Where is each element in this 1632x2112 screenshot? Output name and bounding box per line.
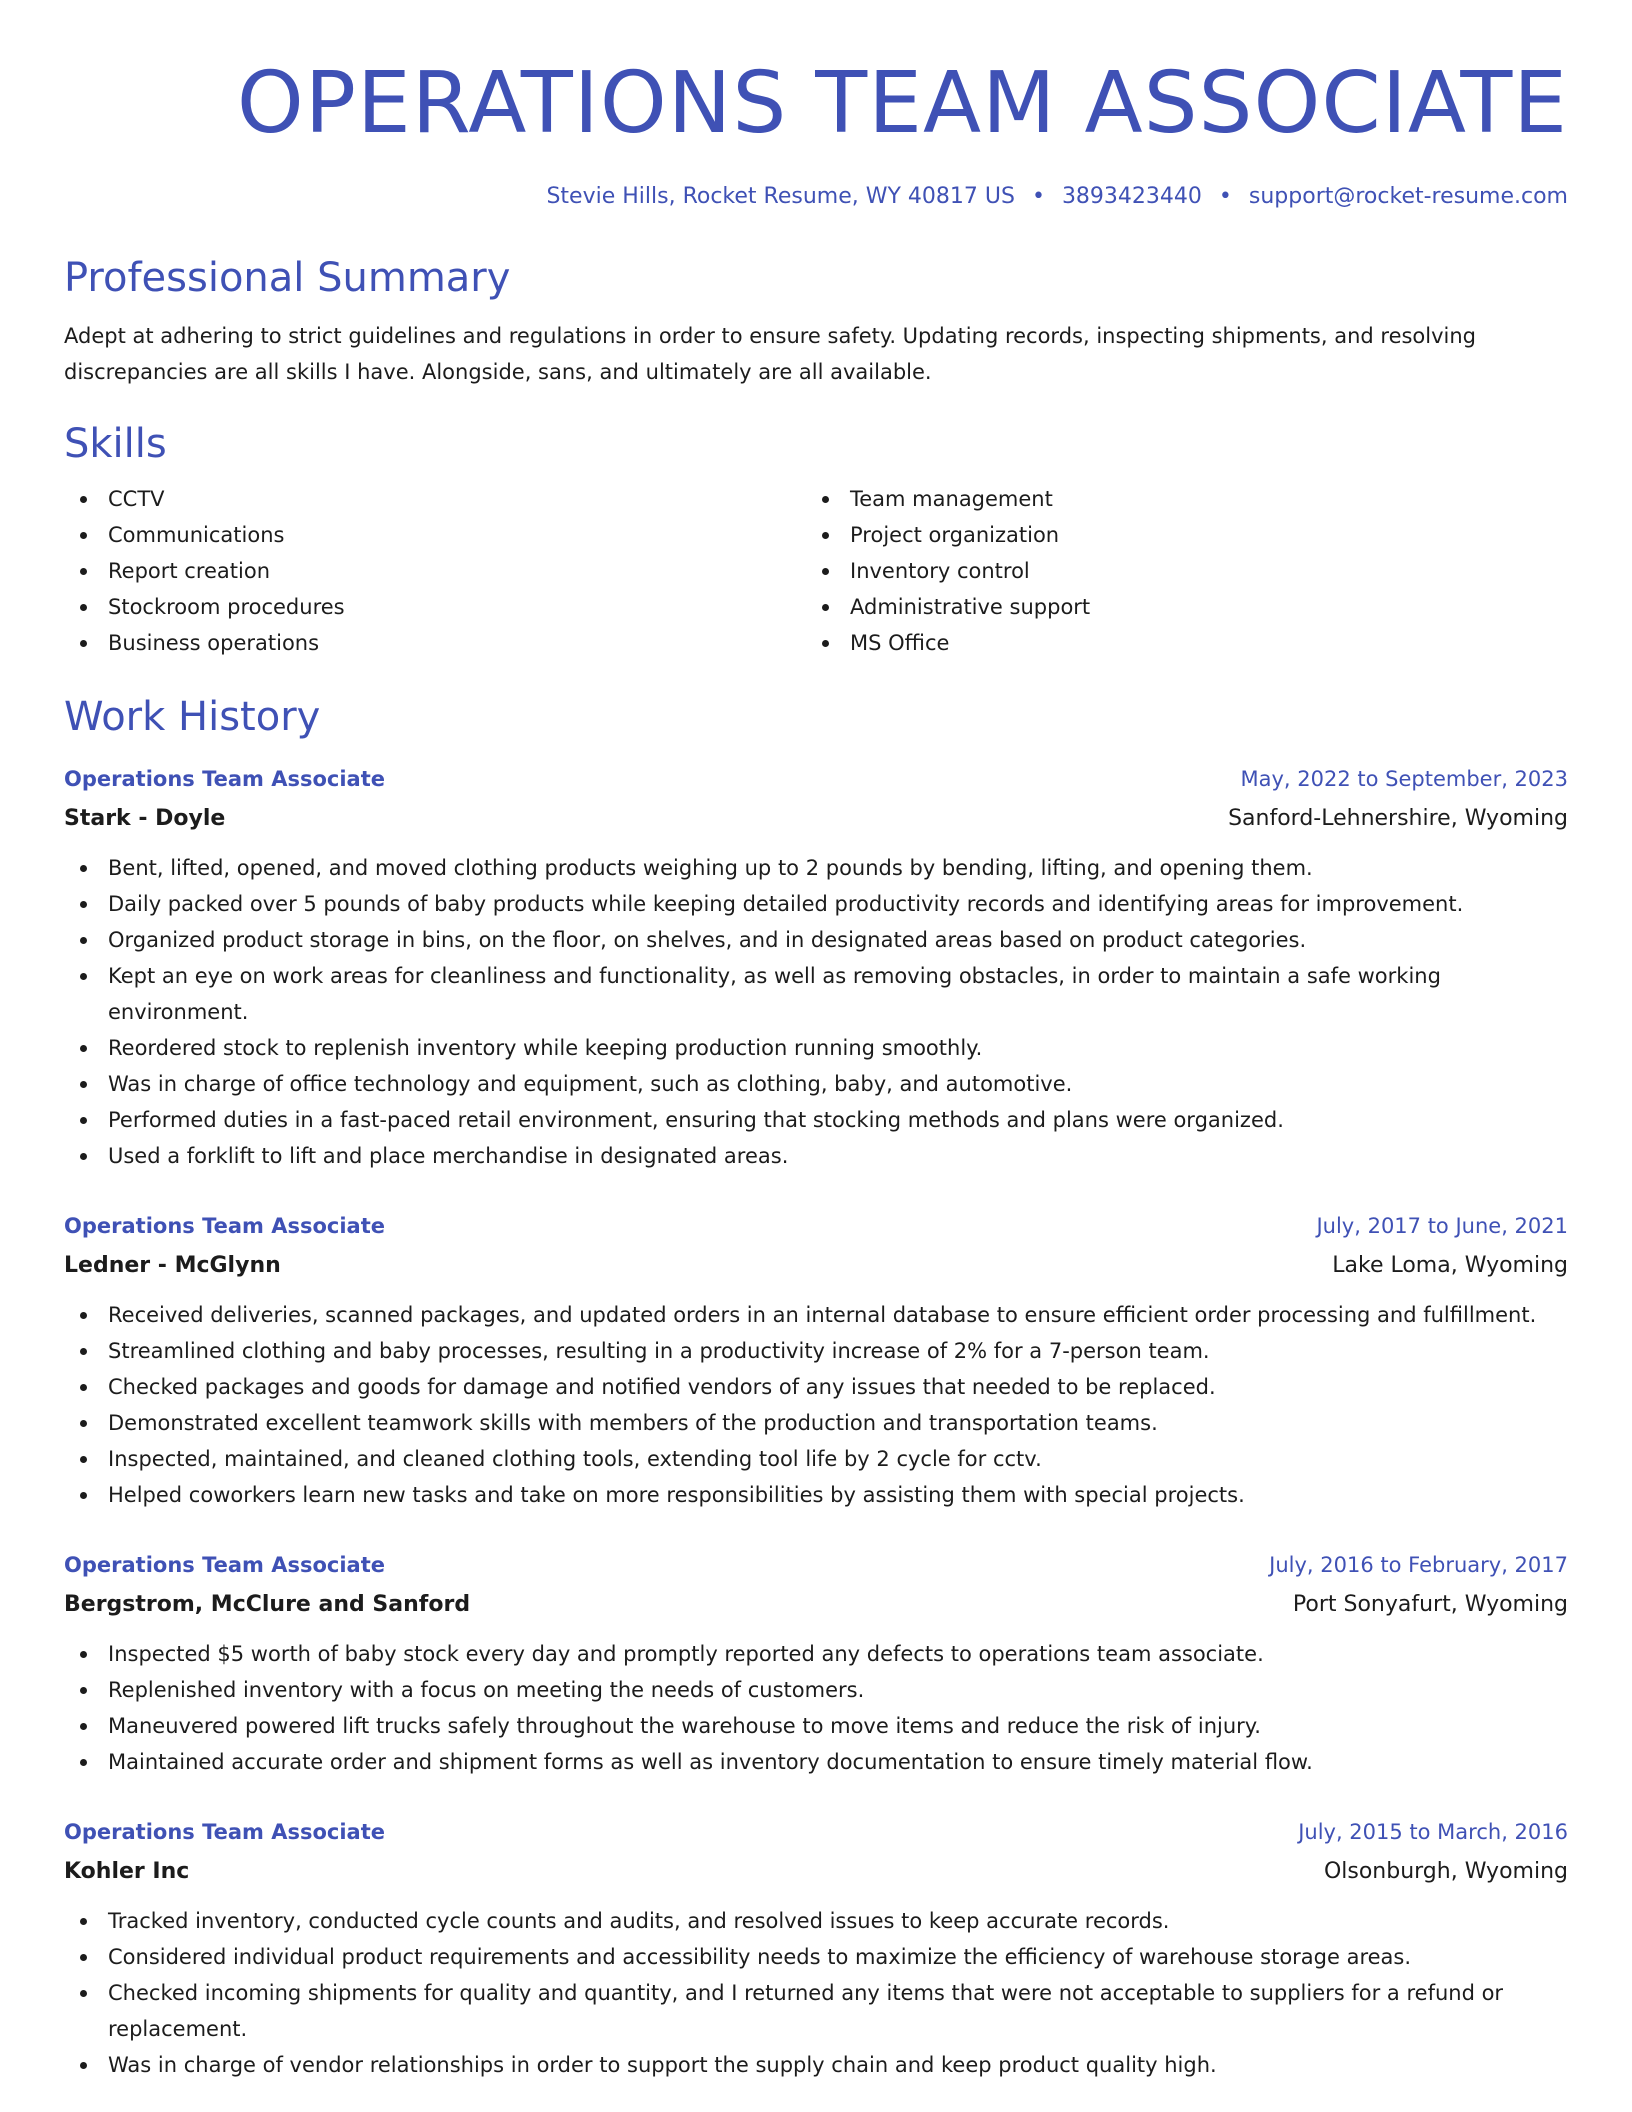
job-bullet: Was in charge of office technology and equipment, such as clothing, baby, and automotive. — [64, 1066, 1568, 1102]
job-bullets — [64, 1297, 1568, 1513]
job-entry — [64, 1547, 1568, 1780]
job-bullet: Considered individual product requirements and accessibility needs to maximize the efficiency of warehouse storage areas. — [64, 1939, 1568, 1975]
job-dates: July, 2015 to March, 2016 — [1298, 1820, 1568, 1844]
job-location: Sanford-Lehnershire, Wyoming — [1228, 806, 1568, 831]
skill-item: Stockroom procedures — [64, 589, 806, 625]
job-bullet: Tracked inventory, conducted cycle counts and audits, and resolved issues to keep accurate records. — [64, 1903, 1568, 1939]
skill-item: MS Office — [806, 625, 1548, 661]
job-bullet: Daily packed over 5 pounds of baby products while keeping detailed productivity records and identifying areas for improvement. — [64, 886, 1568, 922]
contact-separator: • — [1218, 184, 1232, 209]
job-bullet: Streamlined clothing and baby processes, resulting in a productivity increase of 2% for a 7-person team. — [64, 1333, 1568, 1369]
contact-address: Stevie Hills, Rocket Resume, WY 40817 US — [546, 184, 1015, 209]
skill-item: Team management — [806, 481, 1548, 517]
job-bullet: Checked packages and goods for damage and notified vendors of any issues that needed to be replaced. — [64, 1369, 1568, 1405]
job-bullets — [64, 850, 1568, 1174]
job-role: Operations Team Associate — [64, 1553, 385, 1577]
skills-list — [64, 481, 1568, 661]
job-bullet: Used a forklift to lift and place merchandise in designated areas. — [64, 1138, 1568, 1174]
job-entry — [64, 1814, 1568, 2083]
job-bullet: Inspected, maintained, and cleaned clothing tools, extending tool life by 2 cycle for cctv. — [64, 1441, 1568, 1477]
summary-text: Adept at adhering to strict guidelines and regulations in order to ensure safety. Updating records, inspecting shipments, and resolving discrepancies are all skills I have. Alongside, sans, and ultimately are all available. — [64, 324, 1477, 384]
job-bullet: Demonstrated excellent teamwork skills with members of the production and transportation teams. — [64, 1405, 1568, 1441]
job-bullet: Organized product storage in bins, on the floor, on shelves, and in designated areas based on product categories. — [64, 922, 1568, 958]
job-bullet: Received deliveries, scanned packages, and updated orders in an internal database to ensure efficient order processing and fulfillment. — [64, 1297, 1568, 1333]
skill-item: Project organization — [806, 517, 1548, 553]
skills-column-left — [64, 481, 806, 661]
job-location: Olsonburgh, Wyoming — [1323, 1859, 1568, 1884]
job-bullet: Maneuvered powered lift trucks safely throughout the warehouse to move items and reduce the risk of injury. — [64, 1708, 1568, 1744]
job-dates: May, 2022 to September, 2023 — [1240, 767, 1568, 791]
skills-section-title: Skills — [64, 421, 167, 467]
job-bullet: Was in charge of vendor relationships in order to support the supply chain and keep product quality high. — [64, 2047, 1568, 2083]
job-entry — [64, 761, 1568, 1174]
job-bullet: Reordered stock to replenish inventory while keeping production running smoothly. — [64, 1030, 1568, 1066]
job-bullet: Inspected $5 worth of baby stock every day and promptly reported any defects to operations team associate. — [64, 1636, 1568, 1672]
job-entry — [64, 1208, 1568, 1513]
job-bullets — [64, 1903, 1568, 2083]
job-company: Stark - Doyle — [64, 806, 226, 831]
job-bullet: Performed duties in a fast-paced retail environment, ensuring that stocking methods and plans were organized. — [64, 1102, 1568, 1138]
job-company: Kohler Inc — [64, 1859, 190, 1884]
skill-item: Report creation — [64, 553, 806, 589]
skill-item: Administrative support — [806, 589, 1548, 625]
job-dates: July, 2017 to June, 2021 — [1316, 1214, 1568, 1238]
contact-line — [64, 182, 1568, 212]
job-role: Operations Team Associate — [64, 1820, 385, 1844]
skills-column-right — [806, 481, 1548, 661]
job-company: Ledner - McGlynn — [64, 1253, 281, 1278]
job-location: Lake Loma, Wyoming — [1332, 1253, 1568, 1278]
contact-separator: • — [1031, 184, 1045, 209]
contact-email: support@rocket-resume.com — [1248, 184, 1568, 209]
skill-item: Business operations — [64, 625, 806, 661]
job-dates: July, 2016 to February, 2017 — [1269, 1553, 1568, 1577]
skill-item: CCTV — [64, 481, 806, 517]
job-company: Bergstrom, McClure and Sanford — [64, 1592, 471, 1617]
job-bullet: Kept an eye on work areas for cleanliness and functionality, as well as removing obstacles, in order to maintain a safe working environment. — [64, 958, 1568, 1030]
resume-page — [64, 0, 1568, 2083]
job-bullet: Checked incoming shipments for quality and quantity, and I returned any items that were not acceptable to suppliers for a refund or replacement. — [64, 1975, 1568, 2047]
job-bullet: Maintained accurate order and shipment forms as well as inventory documentation to ensure timely material flow. — [64, 1744, 1568, 1780]
job-location: Port Sonyafurt, Wyoming — [1292, 1592, 1568, 1617]
contact-phone: 3893423440 — [1061, 184, 1202, 209]
skill-item: Communications — [64, 517, 806, 553]
job-bullet: Helped coworkers learn new tasks and take on more responsibilities by assisting them with special projects. — [64, 1477, 1568, 1513]
job-role: Operations Team Associate — [64, 1214, 385, 1238]
job-bullet: Bent, lifted, opened, and moved clothing products weighing up to 2 pounds by bending, lifting, and opening them. — [64, 850, 1568, 886]
job-role: Operations Team Associate — [64, 767, 385, 791]
job-bullets — [64, 1636, 1568, 1780]
resume-name-heading: OPERATIONS TEAM ASSOCIATE — [236, 54, 1568, 153]
job-bullet: Replenished inventory with a focus on meeting the needs of customers. — [64, 1672, 1568, 1708]
work-history-section-title: Work History — [64, 694, 321, 740]
summary-section-title: Professional Summary — [64, 255, 511, 301]
skill-item: Inventory control — [806, 553, 1548, 589]
